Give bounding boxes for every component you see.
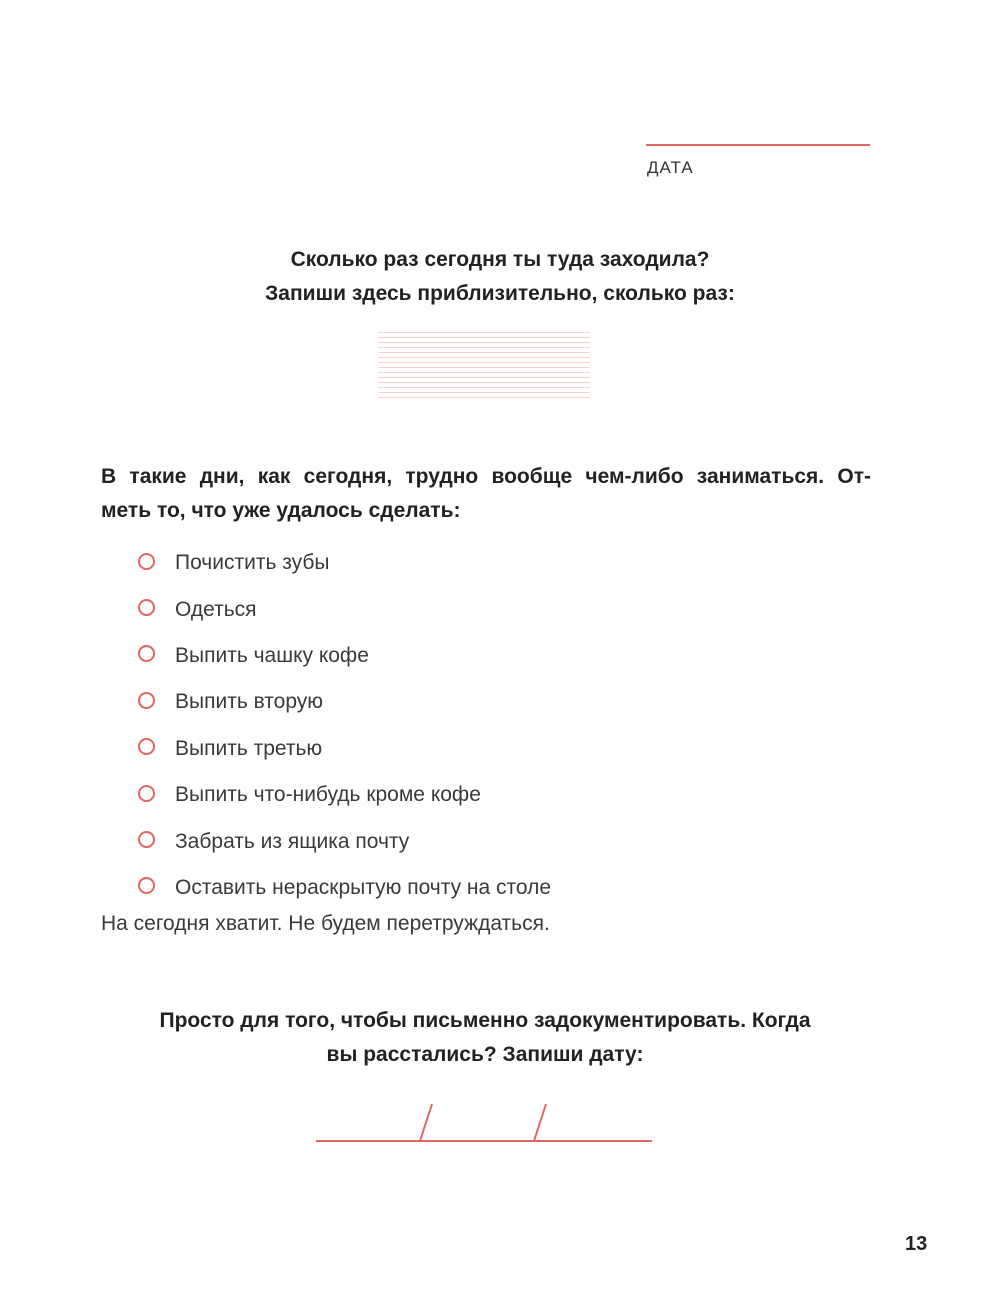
checklist-item-label: Выпить третью	[175, 736, 323, 760]
date-slash-2	[534, 1104, 546, 1141]
date-slash-1	[420, 1104, 432, 1141]
closing-note: На сегодня хватит. Не будем перетруждаться.	[101, 912, 550, 935]
checkbox-circle-icon[interactable]	[138, 553, 155, 570]
checklist-item[interactable]	[138, 726, 551, 772]
count-question-line-2: Запиши здесь приблизительно, сколько раз:	[265, 282, 735, 305]
checklist-item[interactable]	[138, 772, 551, 818]
breakup-date-fields[interactable]	[316, 1100, 656, 1146]
checklist-item-label: Оставить нераскрытую почту на столе	[175, 875, 552, 899]
checklist-item[interactable]	[138, 633, 551, 679]
checkbox-circle-icon[interactable]	[138, 692, 155, 709]
checkbox-circle-icon[interactable]	[138, 599, 155, 616]
breakup-question-line-1: Просто для того, чтобы письменно задокументировать. Когда	[159, 1009, 811, 1032]
count-write-area[interactable]	[378, 332, 590, 398]
checklist-item-label: Почистить зубы	[175, 551, 330, 575]
breakup-question-line-2: вы расстались? Запиши дату:	[326, 1043, 644, 1066]
checkbox-circle-icon[interactable]	[138, 738, 155, 755]
checkbox-circle-icon[interactable]	[138, 785, 155, 802]
checklist-item[interactable]	[138, 679, 551, 725]
checklist-item-label: Выпить чашку кофе	[175, 643, 369, 667]
checkbox-circle-icon[interactable]	[138, 645, 155, 662]
checklist-item-label: Выпить вторую	[175, 690, 324, 714]
page-number: 13	[905, 1233, 928, 1255]
count-question-line-1: Сколько раз сегодня ты туда заходила?	[290, 248, 710, 271]
count-question	[0, 243, 1000, 311]
checkbox-circle-icon[interactable]	[138, 877, 155, 894]
checkbox-circle-icon[interactable]	[138, 831, 155, 848]
task-checklist	[138, 540, 551, 911]
checklist-item[interactable]	[138, 818, 551, 864]
tasks-intro-line-1: В такие дни, как сегодня, трудно вообще чем-либо заниматься. От-	[101, 465, 871, 488]
checklist-item-label: Забрать из ящика почту	[175, 829, 410, 853]
tasks-intro-line-2: меть то, что уже удалось сделать:	[101, 499, 461, 522]
checklist-item[interactable]	[138, 540, 551, 586]
checklist-item[interactable]	[138, 586, 551, 632]
tasks-intro	[101, 460, 871, 528]
checklist-item-label: Одеться	[175, 597, 257, 621]
checklist-item-label: Выпить что-нибудь кроме кофе	[175, 783, 481, 807]
checklist-item[interactable]	[138, 865, 551, 911]
date-label: ДАТА	[647, 158, 694, 177]
date-write-line[interactable]	[646, 144, 870, 146]
breakup-date-question	[0, 1004, 970, 1072]
